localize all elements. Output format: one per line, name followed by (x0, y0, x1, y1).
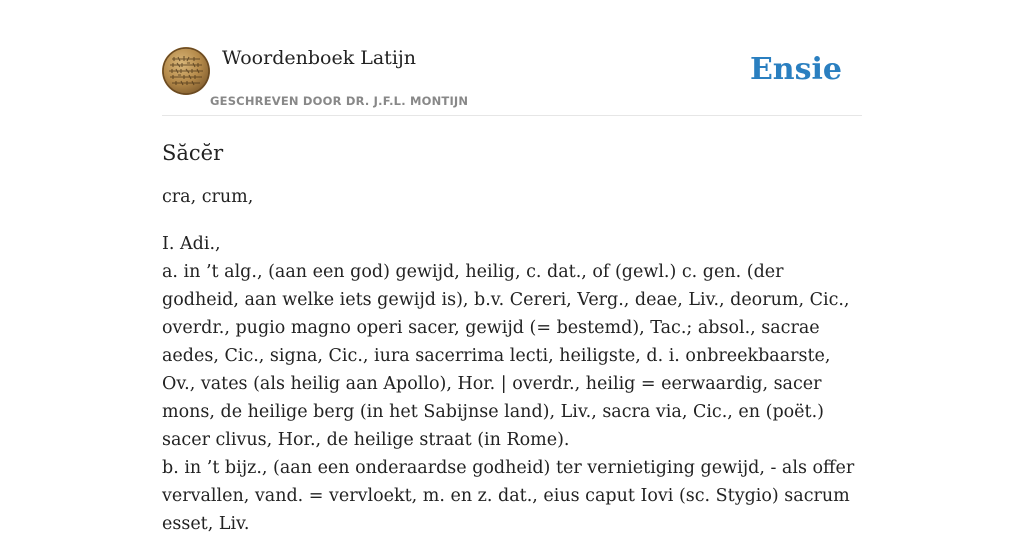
section-heading: I. Adi., (162, 234, 221, 254)
coin-inscription-icon[interactable] (162, 47, 210, 95)
page (162, 0, 862, 538)
ensie-brand-link[interactable]: Ensie (749, 52, 842, 87)
sense-b: b. in ’t bijz., (aan een onderaardse godheid) ter vernietiging gewijd, - als offer vervallen, vand. = vervloekt, m. en z. dat., eius caput Iovi (sc. Stygio) sacrum esset, Liv. (162, 458, 855, 534)
site-header (162, 46, 862, 116)
entry-title: Săcĕr (162, 141, 224, 165)
entry-content (162, 183, 862, 538)
entry-inflection: cra, crum, (162, 187, 254, 207)
author-subtitle: GESCHREVEN DOOR DR. J.F.L. MONTIJN (210, 94, 469, 108)
site-title[interactable]: Woordenboek Latijn (222, 47, 417, 69)
sense-a: a. in ’t alg., (aan een god) gewijd, heilig, c. dat., of (gewl.) c. gen. (der godheid, aan welke iets gewijd is), b.v. Cereri, Verg., deae, Liv., deorum, Cic., overdr., pugio magno operi sacer, gewijd (= bestemd), Tac.; absol., sacrae aedes, Cic., signa, Cic., iura sacerrima lecti, heiligste, d. i. onbreekbaarste, Ov., vates (als heilig aan Apollo), Hor. | overdr., heilig = eerwaardig, sacer mons, de heilige berg (in het Sabijnse land), Liv., sacra via, Cic., en (poët.) sacer clivus, Hor., de heilige straat (in Rome). (162, 262, 850, 450)
